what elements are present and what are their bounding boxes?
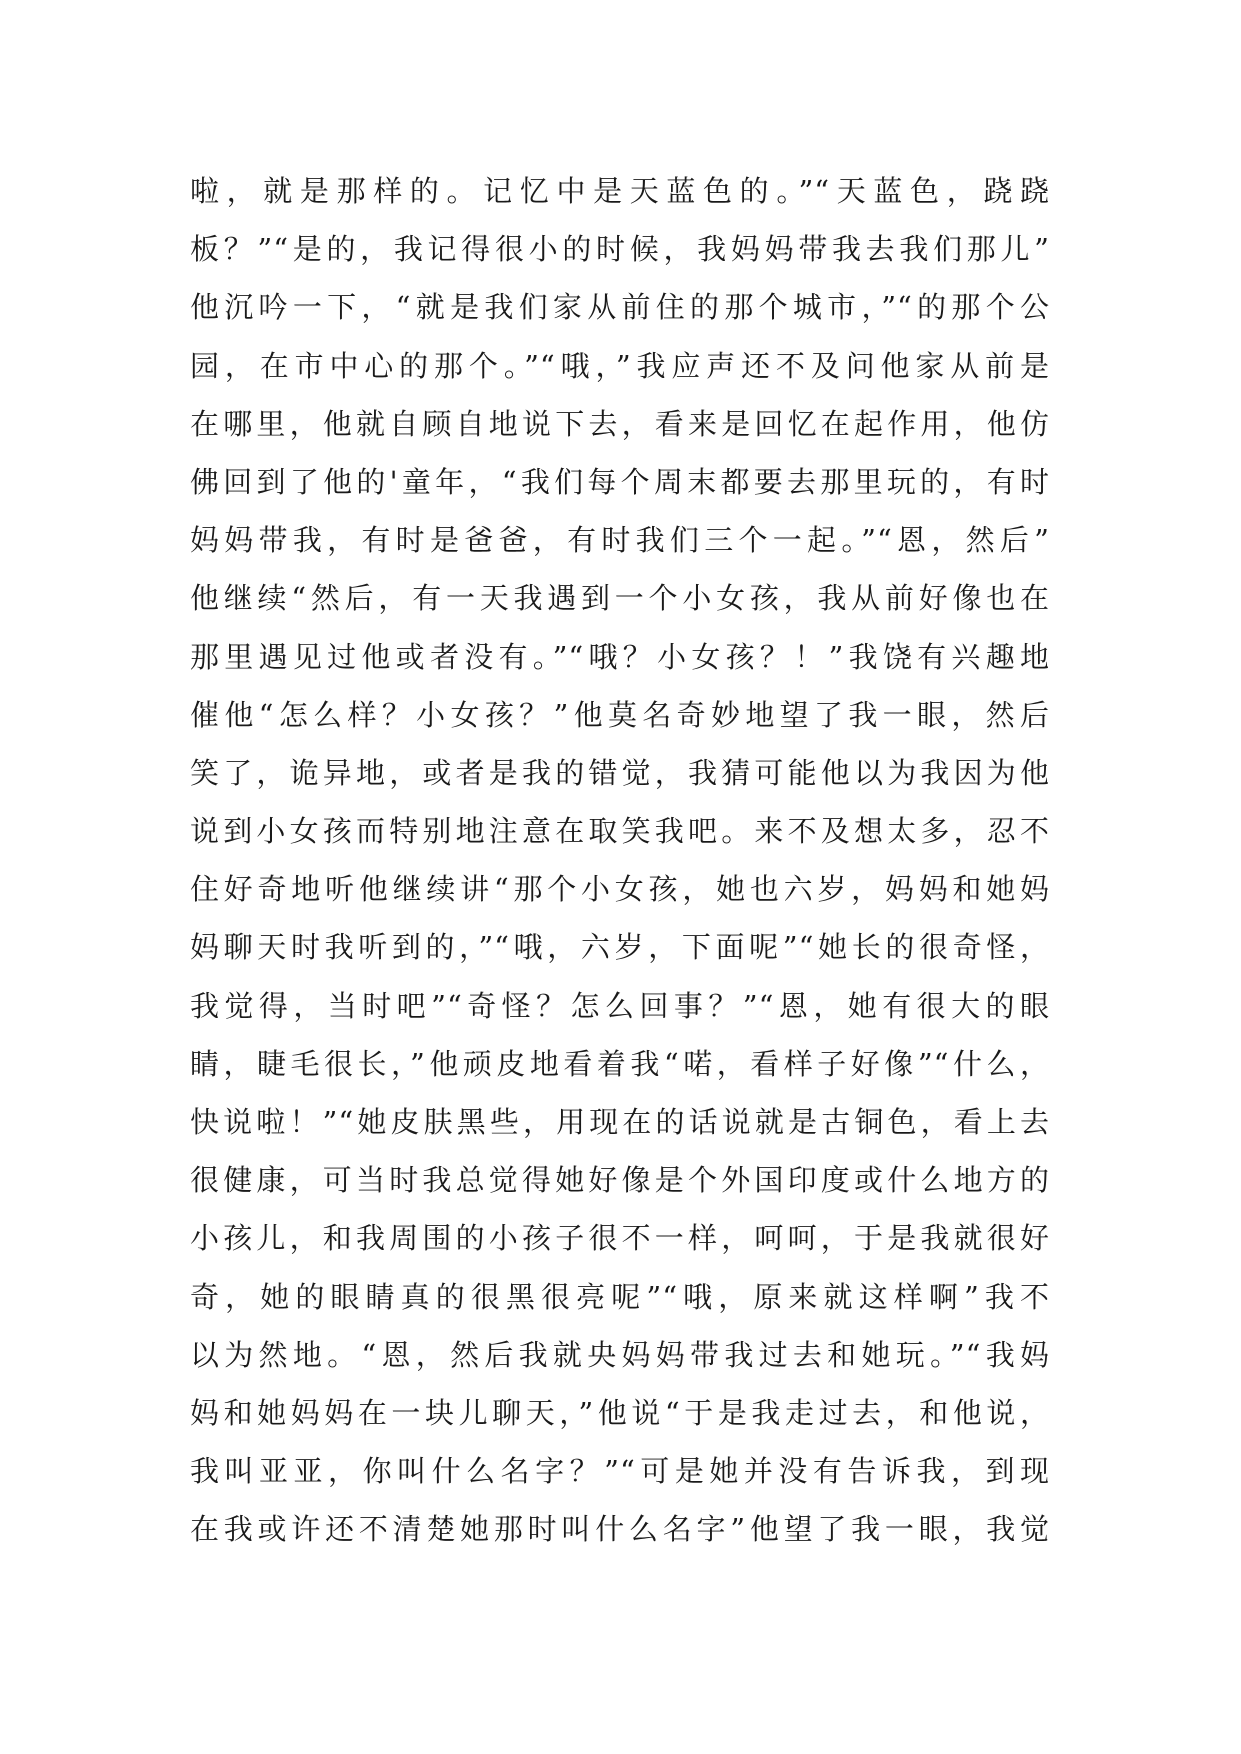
text-line-20: 奇，她的眼睛真的很黑很亮呢”“哦，原来就这样啊”我不 <box>190 1279 1050 1314</box>
text-line-6: 佛回到了他的'童年，“我们每个周末都要去那里玩的，有时 <box>190 464 1050 499</box>
text-line-4: 园，在市中心的那个。”“哦，”我应声还不及问他家从前是 <box>190 348 1050 383</box>
text-line-16: 睛，睫毛很长，”他顽皮地看着我“喏，看样子好像”“什么， <box>190 1046 1050 1081</box>
text-line-23: 我叫亚亚，你叫什么名字？”“可是她并没有告诉我，到现 <box>190 1454 1050 1489</box>
text-line-18: 很健康，可当时我总觉得她好像是个外国印度或什么地方的 <box>190 1163 1050 1198</box>
text-line-21: 以为然地。“恩，然后我就央妈妈带我过去和她玩。”“我妈 <box>190 1337 1050 1372</box>
text-line-19: 小孩儿，和我周围的小孩子很不一样，呵呵，于是我就很好 <box>190 1221 1050 1256</box>
text-line-8: 他继续“然后，有一天我遇到一个小女孩，我从前好像也在 <box>190 581 1050 616</box>
text-line-24: 在我或许还不清楚她那时叫什么名字”他望了我一眼，我觉 <box>190 1512 1050 1547</box>
text-line-12: 说到小女孩而特别地注意在取笑我吧。来不及想太多，忍不 <box>190 814 1050 849</box>
text-line-15: 我觉得，当时吧”“奇怪？怎么回事？”“恩，她有很大的眼 <box>190 988 1050 1023</box>
text-line-13: 住好奇地听他继续讲“那个小女孩，她也六岁，妈妈和她妈 <box>190 872 1050 907</box>
text-line-7: 妈妈带我，有时是爸爸，有时我们三个一起。”“恩，然后” <box>190 523 1050 558</box>
text-line-3: 他沉吟一下，“就是我们家从前住的那个城市，”“的那个公 <box>190 290 1050 325</box>
text-line-17: 快说啦！”“她皮肤黑些，用现在的话说就是古铜色，看上去 <box>190 1105 1050 1139</box>
text-line-1: 啦，就是那样的。记忆中是天蓝色的。”“天蓝色，跷跷 <box>190 174 1050 208</box>
text-line-2: 板？”“是的，我记得很小的时候，我妈妈带我去我们那儿” <box>190 232 1050 267</box>
body-text <box>190 162 1050 1559</box>
text-line-22: 妈和她妈妈在一块儿聊天，”他说“于是我走过去，和他说， <box>190 1395 1050 1430</box>
text-line-9: 那里遇见过他或者没有。”“哦？小女孩？！”我饶有兴趣地 <box>190 639 1050 674</box>
text-line-10: 催他“怎么样？小女孩？”他莫名奇妙地望了我一眼，然后 <box>190 697 1050 732</box>
text-line-11: 笑了，诡异地，或者是我的错觉，我猜可能他以为我因为他 <box>190 755 1050 790</box>
text-line-14: 妈聊天时我听到的，”“哦，六岁，下面呢”“她长的很奇怪， <box>190 930 1050 965</box>
text-line-5: 在哪里，他就自顾自地说下去，看来是回忆在起作用，他仿 <box>190 406 1050 441</box>
